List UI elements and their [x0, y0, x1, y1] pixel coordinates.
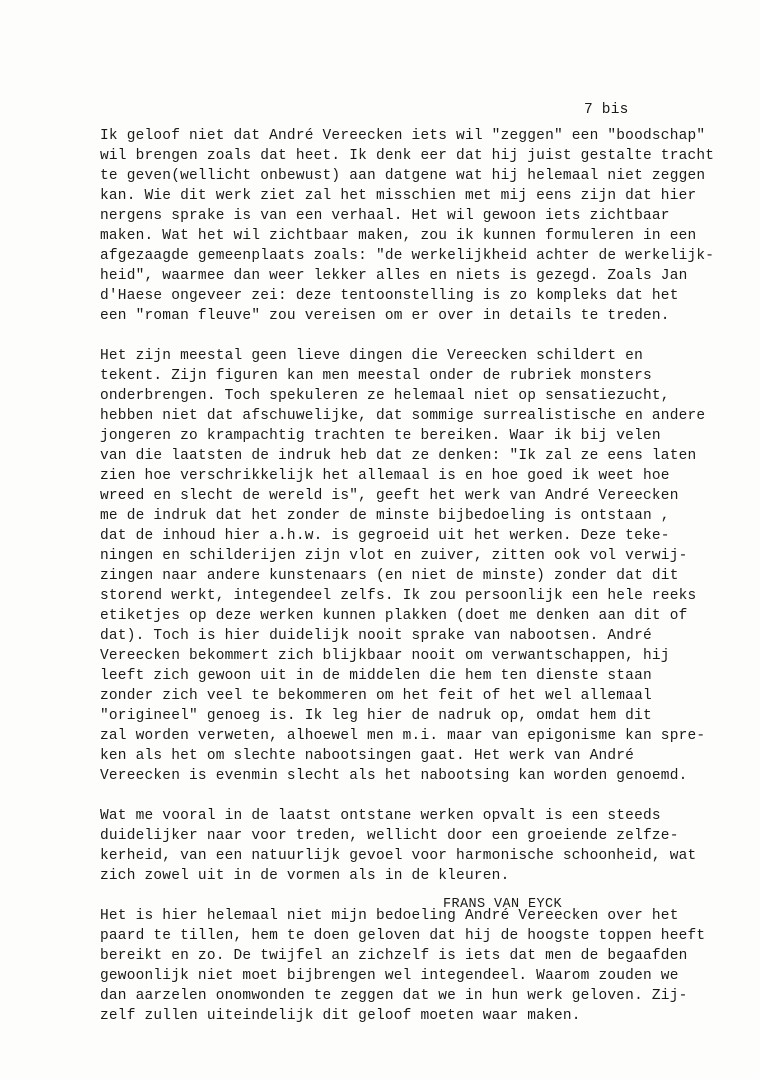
text-line: d'Haese ongeveer zei: deze tentoonstelling is zo kompleks dat het	[100, 288, 679, 304]
text-line: van die laatsten de indruk heb dat ze denken: "Ik zal ze eens laten	[100, 448, 697, 464]
page-number: 7 bis	[584, 102, 629, 118]
text-line: duidelijker naar voor treden, wellicht door een groeiende zelfze-	[100, 828, 679, 844]
text-line: leeft zich gewoon uit in de middelen die hem ten dienste staan	[100, 668, 652, 684]
text-line: gewoonlijk niet moet bijbrengen wel integendeel. Waarom zouden we	[100, 968, 679, 984]
text-line: te geven(wellicht onbewust) aan datgene wat hij helemaal niet zeggen	[100, 168, 706, 184]
text-line: "origineel" genoeg is. Ik leg hier de nadruk op, omdat hem dit	[100, 708, 652, 724]
text-line: Vereecken is evenmin slecht als het nabootsing kan worden genoemd.	[100, 768, 688, 784]
text-line: kerheid, van een natuurlijk gevoel voor harmonische schoonheid, wat	[100, 848, 697, 864]
text-line: me de indruk dat het zonder de minste bijbedoeling is ontstaan ,	[100, 508, 670, 524]
text-line: ken als het om slechte nabootsingen gaat. Het werk van André	[100, 748, 635, 764]
text-line: storend werkt, integendeel zelfs. Ik zou persoonlijk een hele reeks	[100, 588, 697, 604]
text-line: ningen en schilderijen zijn vlot en zuiver, zitten ook vol verwij-	[100, 548, 688, 564]
text-line: etiketjes op deze werken kunnen plakken (doet me denken aan dit of	[100, 608, 688, 624]
text-line: wil brengen zoals dat heet. Ik denk eer dat hij juist gestalte tracht	[100, 148, 715, 164]
text-line: heid", waarmee dan weer lekker alles en niets is gezegd. Zoals Jan	[100, 268, 688, 284]
text-line: dat). Toch is hier duidelijk nooit sprake van nabootsen. André	[100, 628, 652, 644]
text-line: zingen naar andere kunstenaars (en niet de minste) zonder dat dit	[100, 568, 679, 584]
text-line: maken. Wat het wil zichtbaar maken, zou ik kunnen formuleren in een	[100, 228, 697, 244]
text-line: hebben niet dat afschuwelijke, dat sommige surrealistische en andere	[100, 408, 706, 424]
text-line: afgezaagde gemeenplaats zoals: "de werkelijkheid achter de werkelijk-	[100, 248, 715, 264]
text-line: dan aarzelen onomwonden te zeggen dat we in hun werk geloven. Zij-	[100, 988, 688, 1004]
text-line: Wat me vooral in de laatst ontstane werken opvalt is een steeds	[100, 808, 661, 824]
text-line: Ik geloof niet dat André Vereecken iets wil "zeggen" een "boodschap"	[100, 128, 706, 144]
text-line: wreed en slecht de wereld is", geeft het werk van André Vereecken	[100, 488, 679, 504]
text-line: Het is hier helemaal niet mijn bedoeling André Vereecken over het	[100, 908, 679, 924]
text-line: tekent. Zijn figuren kan men meestal onder de rubriek monsters	[100, 368, 652, 384]
text-line: onderbrengen. Toch spekuleren ze helemaal niet op sensatiezucht,	[100, 388, 670, 404]
paragraph	[100, 346, 740, 786]
text-line: zien hoe verschrikkelijk het allemaal is en hoe goed ik weet hoe	[100, 468, 670, 484]
text-line: zelf zullen uiteindelijk dit geloof moeten waar maken.	[100, 1008, 581, 1024]
text-line: bereikt en zo. De twijfel an zichzelf is iets dat men de begaafden	[100, 948, 688, 964]
text-line: Vereecken bekommert zich blijkbaar nooit om verwantschappen, hij	[100, 648, 670, 664]
text-line: dat de inhoud hier a.h.w. is gegroeid uit het werken. Deze teke-	[100, 528, 670, 544]
text-line: jongeren zo krampachtig trachten te bereiken. Waar ik bij velen	[100, 428, 661, 444]
paragraph	[100, 906, 740, 1026]
author-signature: FRANS VAN EYCK	[443, 897, 563, 912]
text-line: Het zijn meestal geen lieve dingen die Vereecken schildert en	[100, 348, 643, 364]
text-line: zich zowel uit in de vormen als in de kleuren.	[100, 868, 510, 884]
text-line: paard te tillen, hem te doen geloven dat hij de hoogste toppen heeft	[100, 928, 706, 944]
text-line: zal worden verweten, alhoewel men m.i. maar van epigonisme kan spre-	[100, 728, 706, 744]
text-line: nergens sprake is van een verhaal. Het wil gewoon iets zichtbaar	[100, 208, 670, 224]
text-line: een "roman fleuve" zou vereisen om er over in details te treden.	[100, 308, 670, 324]
text-line: zonder zich veel te bekommeren om het feit of het wel allemaal	[100, 688, 652, 704]
article-body	[100, 126, 740, 1046]
paragraph	[100, 126, 740, 326]
text-line: kan. Wie dit werk ziet zal het misschien met mij eens zijn dat hier	[100, 188, 697, 204]
paragraph	[100, 806, 740, 886]
